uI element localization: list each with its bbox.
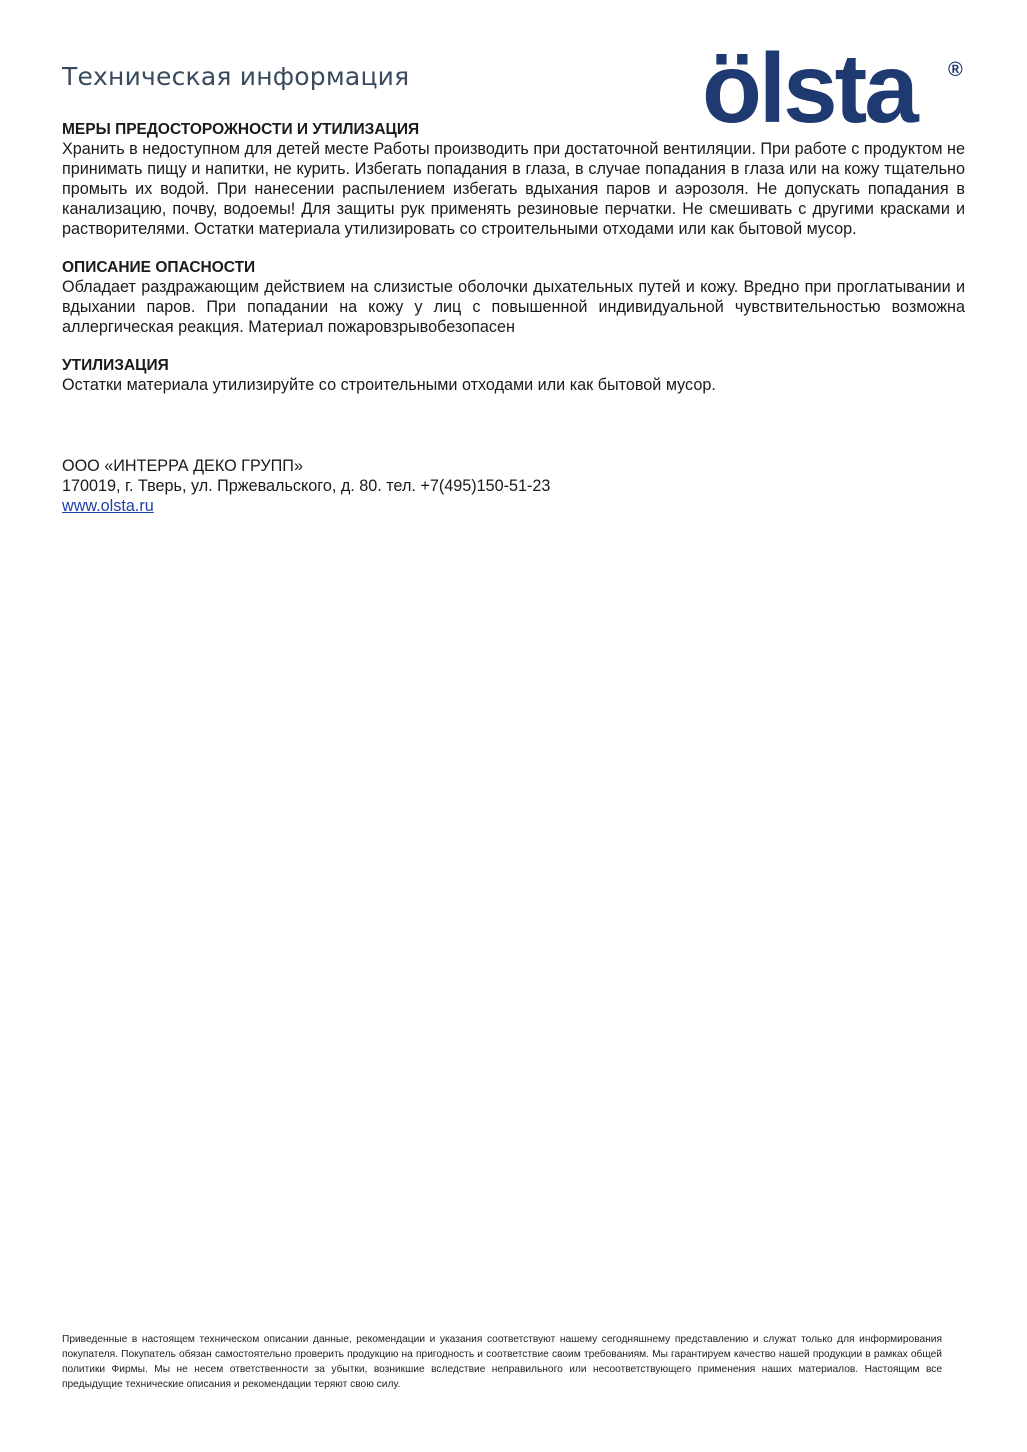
page-title: Техническая информация [62,62,410,91]
section-disposal [62,356,965,395]
section-heading: УТИЛИЗАЦИЯ [62,357,169,374]
section-body: Хранить в недоступном для детей месте Работы производить при достаточной вентиляции. При работе с продуктом не принимать пищу и напитки, не курить. Избегать попадания в глаза, в случае попадания в глаза или на кожу тщательно промыть их водой. При нанесении распылением избегать вдыхания паров и аэрозоля. Не допускать попадания в канализацию, почву, водоемы! Для защиты рук применять резиновые перчатки. Не смешивать с другими красками и растворителями. Остатки материала утилизировать со строительными отходами или как бытовой мусор. [62,140,965,238]
section-hazard-description [62,258,965,337]
company-name: ООО «ИНТЕРРА ДЕКО ГРУПП» [62,457,303,475]
section-heading: ОПИСАНИЕ ОПАСНОСТИ [62,259,256,276]
document-content [62,120,965,414]
logo-wordmark: ölsta [702,33,916,130]
website-link[interactable]: www.olsta.ru [62,497,154,515]
company-address: 170019, г. Тверь, ул. Пржевальского, д. 80. тел. +7(495)150-51-23 [62,477,551,495]
section-heading: МЕРЫ ПРЕДОСТОРОЖНОСТИ И УТИЛИЗАЦИЯ [62,121,420,138]
footer-disclaimer: Приведенные в настоящем техническом описании данные, рекомендации и указания соответствуют нашему сегодняшнему представлению и служат только для информирования покупателя. Покупатель обязан самостоятельно проверить продукцию на пригодность и соответствие своим требованиям. Мы гарантируем качество нашей продукции в рамках общей политики Фирмы. Мы не несем ответственности за убытки, возникшие вследствие неправильного или несоответствующего применения наших материалов. Настоящим все предыдущие технические описания и рекомендации теряют свою силу. [62,1334,942,1390]
company-info [62,456,550,516]
section-body: Обладает раздражающим действием на слизистые оболочки дыхательных путей и кожу. Вредно при проглатывании и вдыхании паров. При попадании на кожу у лиц с повышенной индивидуальной чувствительностью возможна аллергическая реакция. Материал пожаровзрывобезопасен [62,278,965,336]
olsta-logo [700,30,970,130]
section-body: Остатки материала утилизируйте со строительными отходами или как бытовой мусор. [62,376,716,394]
section-precautions [62,120,965,239]
registered-mark: ® [948,59,963,81]
